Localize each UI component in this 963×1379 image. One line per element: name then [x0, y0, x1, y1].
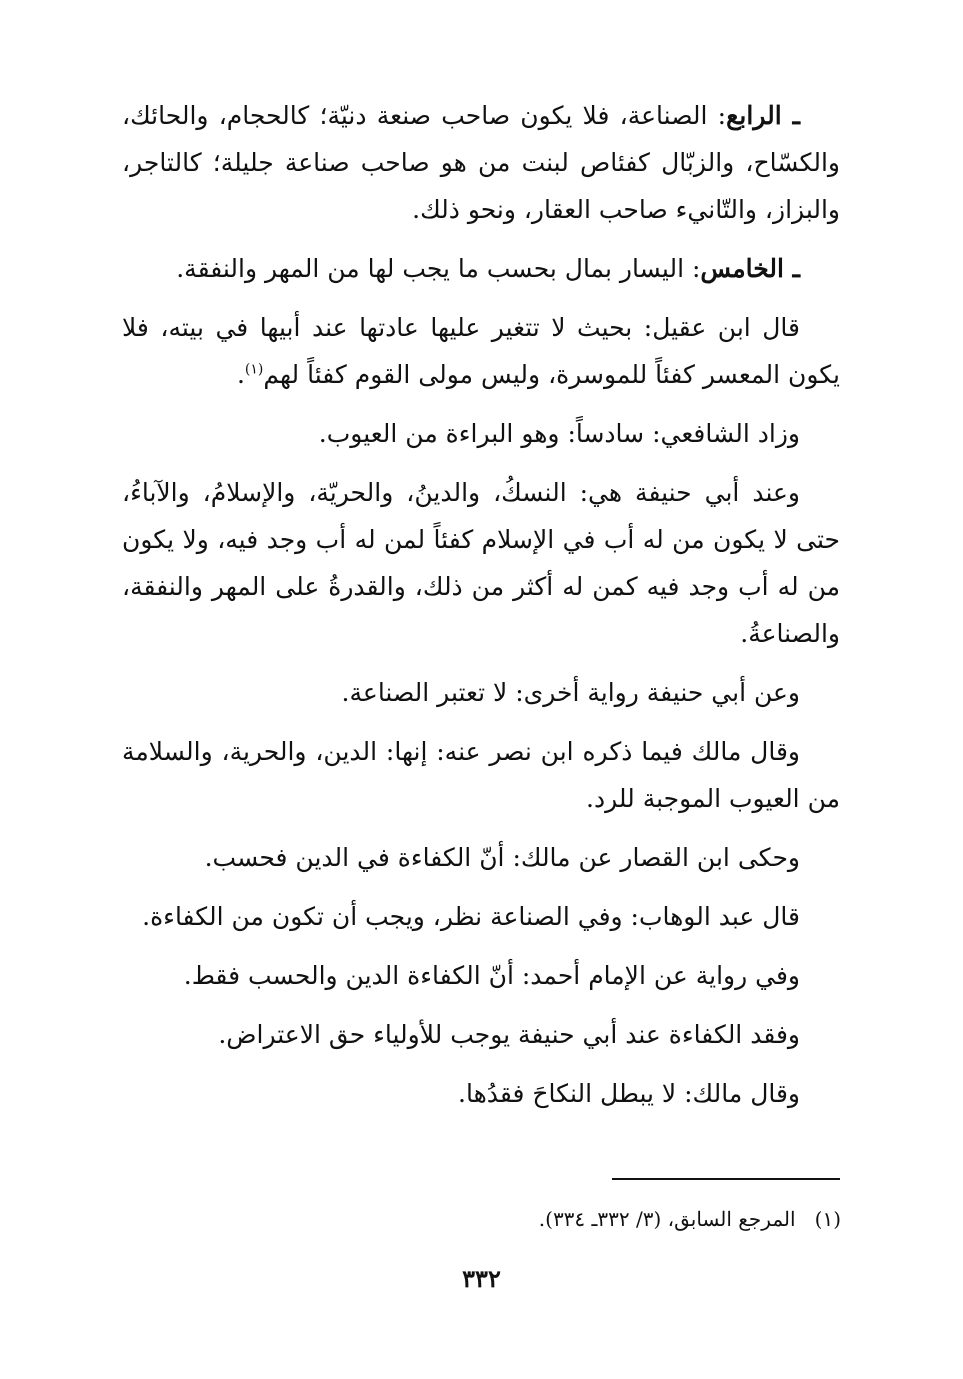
paragraph-5-text: وعند أبي حنيفة هي: النسكُ، والدينُ، والحريّة، والإسلامُ، والآباءُ، حتى لا يكون من له أب في الإسلام كفئاً لمن له أب وجد فيه، ولا يكون من له أب وجد فيه كمن له أكثر من ذلك، والقدرةُ على المهر والنفقة، والصناعةُ.: [122, 478, 840, 648]
paragraph-7: [122, 728, 840, 822]
footnote-divider: [612, 1178, 840, 1180]
paragraph-10-text: وفي رواية عن الإمام أحمد: أنّ الكفاءة الدين والحسب فقط.: [183, 961, 800, 990]
paragraph-12: [122, 1070, 840, 1117]
paragraph-1: [122, 92, 840, 233]
paragraph-2: [122, 245, 840, 292]
footnote: [123, 1204, 841, 1234]
paragraph-4-text: وزاد الشافعي: سادساً: وهو البراءة من العيوب.: [318, 419, 800, 448]
paragraph-9-text: قال عبد الوهاب: وفي الصناعة نظر، ويجب أن تكون من الكفاءة.: [142, 902, 800, 931]
paragraph-6: [122, 669, 840, 716]
page-body: [122, 92, 840, 1129]
paragraph-10: [122, 952, 840, 999]
paragraph-6-text: وعن أبي حنيفة رواية أخرى: لا تعتبر الصناعة.: [341, 678, 800, 707]
footnote-number: (١): [814, 1207, 841, 1231]
paragraph-8-text: وحكى ابن القصار عن مالك: أنّ الكفاءة في الدين فحسب.: [204, 843, 800, 872]
paragraph-11: [122, 1011, 840, 1058]
paragraph-7-text: وقال مالك فيما ذكره ابن نصر عنه: إنها: الدين، والحرية، والسلامة من العيوب الموجبة للرد.: [122, 737, 840, 813]
footnote-reference: (١): [244, 361, 264, 378]
paragraph-1-text: : الصناعة، فلا يكون صاحب صنعة دنيّة؛ كالحجام، والحائك، والكسّاح، والزبّال كفئاص لبنت من هو صاحب صناعة جليلة؛ كالتاجر، والبزاز، والتّانيء صاحب العقار، ونحو ذلك.: [122, 101, 840, 224]
paragraph-2-label: ـ الخامس: [700, 254, 800, 283]
paragraph-12-text: وقال مالك: لا يبطل النكاحَ فقدُها.: [458, 1079, 800, 1108]
paragraph-3-end: .: [236, 360, 245, 389]
paragraph-5: [122, 469, 840, 657]
paragraph-3: [122, 304, 840, 398]
paragraph-3-text: قال ابن عقيل: بحيث لا تتغير عليها عادتها عند أبيها في بيته، فلا يكون المعسر كفئاً للموسرة، وليس مولى القوم كفئاً لهم: [122, 313, 840, 389]
footnote-text: المرجع السابق، (٣/ ٣٣٢ـ ٣٣٤).: [538, 1207, 796, 1231]
paragraph-2-text: : اليسار بمال بحسب ما يجب لها من المهر والنفقة.: [176, 254, 701, 283]
paragraph-8: [122, 834, 840, 881]
paragraph-9: [122, 893, 840, 940]
paragraph-4: [122, 410, 840, 457]
paragraph-11-text: وفقد الكفاءة عند أبي حنيفة يوجب للأولياء حق الاعتراض.: [218, 1020, 800, 1049]
page-number: ٣٣٢: [462, 1264, 501, 1293]
paragraph-1-label: ـ الرابع: [726, 101, 800, 130]
